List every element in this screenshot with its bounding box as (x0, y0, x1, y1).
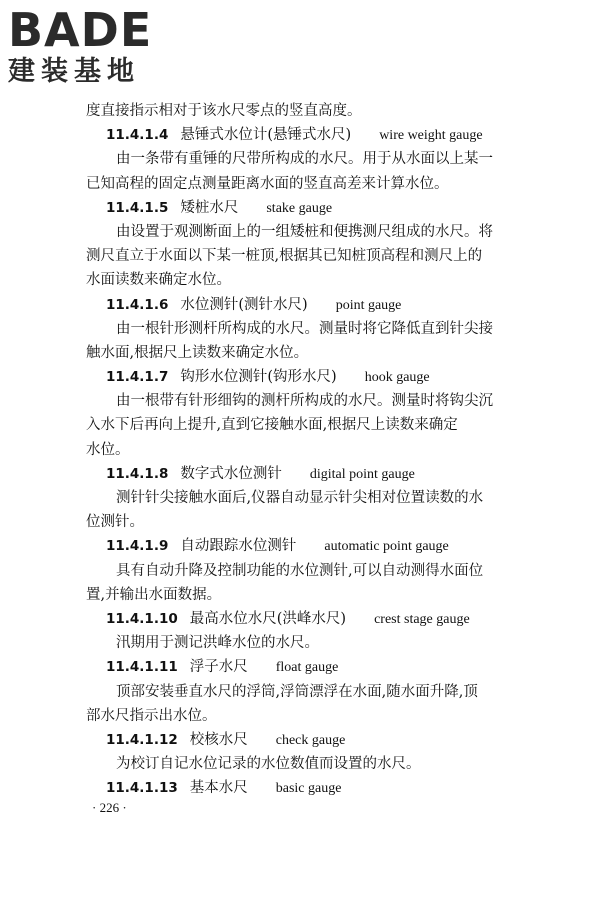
section-heading (86, 776, 516, 800)
section-english-term: hook gauge (364, 370, 430, 386)
section-term: 自动跟踪水位测针 (180, 538, 297, 555)
paragraph-line: 度直接指示相对于该水尺零点的竖直高度。 (86, 103, 362, 119)
paragraph-line: 由设置于观测断面上的一组矮桩和便携测尺组成的水尺。将 (116, 223, 493, 240)
section-heading (86, 655, 516, 679)
section-english-term: check gauge (275, 732, 346, 748)
section-term: 浮子水尺 (189, 659, 248, 676)
section-english-term: basic gauge (275, 781, 342, 797)
section-english-term: point gauge (335, 297, 402, 313)
paragraph-line: 水面读数来确定水位。 (86, 272, 231, 289)
paragraph-line: 汛期用于测记洪峰水位的水尺。 (116, 635, 319, 652)
paragraph-line: 由一根针形测杆所构成的水尺。测量时将它降低直到针尖接 (116, 320, 493, 337)
section-term: 数字式水位测针 (180, 465, 282, 482)
paragraph-line: 入水下后再向上提升,直到它接触水面,根据尺上读数来确定 (86, 417, 458, 434)
section-number: 11.4.1.5 (106, 199, 169, 216)
section-number: 11.4.1.7 (106, 369, 169, 386)
paragraph-line: 触水面,根据尺上读数来确定水位。 (86, 344, 309, 361)
paragraph-line: 部水尺指示出水位。 (86, 707, 217, 724)
section-heading (86, 462, 516, 486)
document-body (86, 99, 516, 800)
page-number: · 226 · (92, 800, 127, 815)
paragraph-line: 具有自动升降及控制功能的水位测针,可以自动测得水面位 (116, 562, 484, 579)
paragraph-line: 置,并输出水面数据。 (86, 586, 222, 603)
section-number: 11.4.1.8 (106, 465, 169, 482)
section-term: 校核水尺 (189, 731, 248, 748)
paragraph-line: 位测针。 (86, 514, 144, 531)
logo (8, 3, 178, 98)
section-term: 悬锤式水位计(悬锤式水尺) (180, 127, 352, 144)
section-number: 11.4.1.10 (106, 610, 178, 627)
paragraph-line: 由一根带有针形细钩的测杆所构成的水尺。测量时将钩尖沉 (116, 393, 493, 410)
section-english-term: crest stage gauge (374, 611, 470, 627)
section-english-term: stake gauge (266, 200, 333, 216)
section-heading (86, 534, 516, 558)
section-heading (86, 196, 516, 220)
paragraph-line: 顶部安装垂直水尺的浮筒,浮筒漂浮在水面,随水面升降,顶 (116, 683, 478, 700)
section-english-term: digital point gauge (309, 466, 415, 482)
paragraph-line: 水位。 (86, 441, 130, 458)
section-number: 11.4.1.9 (106, 538, 169, 555)
section-number: 11.4.1.6 (106, 296, 169, 313)
section-heading (86, 728, 516, 752)
section-heading (86, 607, 516, 631)
section-english-term: automatic point gauge (324, 539, 449, 555)
section-heading (86, 123, 516, 147)
section-term: 水位测针(测针水尺) (180, 296, 308, 313)
section-number: 11.4.1.4 (106, 127, 169, 144)
paragraph-line: 测尺直立于水面以下某一桩顶,根据其已知桩顶高程和测尺上的 (86, 248, 483, 265)
paragraph-line: 由一条带有重锤的尺带所构成的水尺。用于从水面以上某一 (116, 151, 493, 168)
section-heading (86, 293, 516, 317)
section-term: 矮桩水尺 (180, 199, 239, 216)
paragraph-line: 已知高程的固定点测量距离水面的竖直高差来计算水位。 (86, 175, 449, 192)
logo-subtitle: 建装基地 (8, 56, 140, 87)
section-term: 基本水尺 (189, 780, 248, 797)
section-english-term: wire weight gauge (379, 128, 483, 144)
section-term: 最高水位水尺(洪峰水尺) (189, 610, 347, 627)
section-number: 11.4.1.12 (106, 731, 178, 748)
logo-brand: BADE (8, 3, 153, 57)
section-number: 11.4.1.11 (106, 659, 178, 676)
paragraph-line: 测针针尖接触水面后,仪器自动显示针尖相对位置读数的水 (116, 490, 484, 506)
section-term: 钩形水位测针(钩形水尺) (180, 369, 337, 386)
section-heading (86, 365, 516, 389)
section-english-term: float gauge (275, 660, 339, 676)
paragraph-line: 为校订自记水位记录的水位数值而设置的水尺。 (116, 756, 421, 773)
section-number: 11.4.1.13 (106, 780, 178, 797)
